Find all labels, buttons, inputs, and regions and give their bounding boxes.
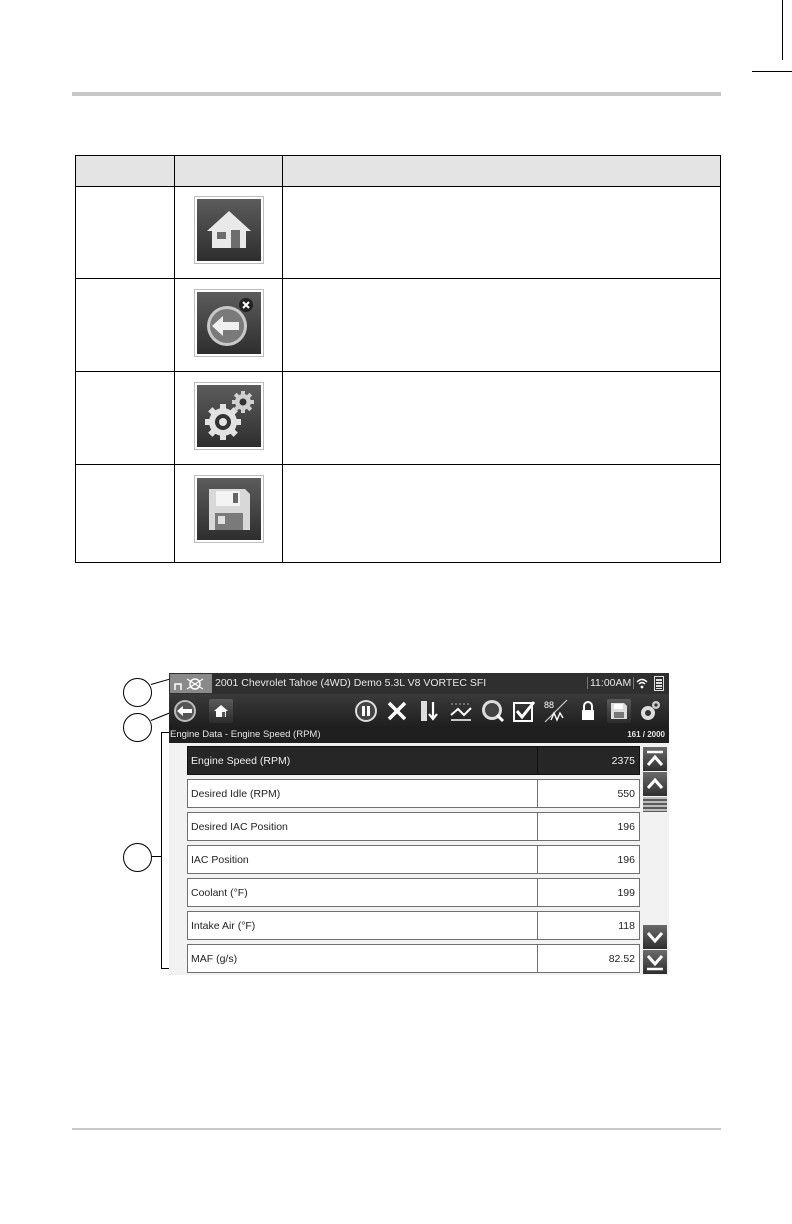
pid-name: Desired Idle (RPM) bbox=[187, 779, 538, 808]
wifi-icon bbox=[636, 677, 648, 689]
table-header-row bbox=[76, 156, 720, 187]
callout-bracket bbox=[161, 732, 162, 969]
data-row-maf[interactable] bbox=[187, 944, 640, 973]
footer-rule bbox=[72, 1128, 721, 1130]
tools-gear-icon bbox=[197, 385, 261, 447]
home-icon bbox=[197, 199, 261, 261]
crop-mark-vertical bbox=[782, 0, 783, 60]
double-chevron-up-icon bbox=[645, 749, 665, 769]
select-button[interactable] bbox=[510, 697, 538, 725]
vehicle-title: 2001 Chevrolet Tahoe (4WD) Demo 5.3L V8 VORTEC SFI bbox=[215, 677, 487, 689]
data-row-desired-idle[interactable] bbox=[187, 779, 640, 808]
row-divider bbox=[76, 278, 720, 279]
icon-table bbox=[75, 155, 721, 563]
pid-value: 196 bbox=[538, 845, 640, 874]
pid-value: 2375 bbox=[538, 746, 640, 775]
column-divider bbox=[174, 156, 175, 562]
scrollbar-thumb[interactable] bbox=[643, 797, 667, 812]
table-row bbox=[194, 289, 264, 357]
pid-value: 196 bbox=[538, 812, 640, 841]
pid-name: Intake Air (°F) bbox=[187, 911, 538, 940]
toolbar bbox=[169, 694, 669, 728]
clear-button[interactable] bbox=[383, 697, 411, 725]
data-row-engine-speed[interactable] bbox=[187, 746, 640, 775]
tools-icon bbox=[637, 698, 663, 724]
clock: 11:00AM bbox=[587, 677, 634, 689]
crop-mark-horizontal bbox=[752, 71, 792, 72]
tools-button[interactable] bbox=[636, 697, 664, 725]
chevron-down-icon bbox=[645, 927, 665, 947]
pid-name: MAF (g/s) bbox=[187, 944, 538, 973]
home-button[interactable] bbox=[207, 697, 235, 725]
data-row-coolant[interactable] bbox=[187, 878, 640, 907]
back-button[interactable] bbox=[171, 697, 199, 725]
title-bar bbox=[169, 673, 669, 694]
pid-value: 550 bbox=[538, 779, 640, 808]
row-divider bbox=[76, 464, 720, 465]
table-row bbox=[194, 382, 264, 450]
graph-button[interactable] bbox=[447, 697, 475, 725]
clear-icon bbox=[386, 700, 408, 722]
table-row bbox=[194, 196, 264, 264]
home-icon bbox=[213, 704, 229, 718]
pid-name: Engine Speed (RPM) bbox=[187, 746, 538, 775]
save-icon bbox=[610, 702, 628, 720]
save-floppy-icon bbox=[197, 478, 261, 540]
graph-icon bbox=[449, 700, 473, 722]
callout-leader bbox=[152, 856, 161, 857]
scanner-screenshot bbox=[169, 673, 669, 975]
chevron-up-icon bbox=[645, 774, 665, 794]
breadcrumb bbox=[169, 728, 669, 743]
pid-name: Desired IAC Position bbox=[187, 812, 538, 841]
pid-name: Coolant (°F) bbox=[187, 878, 538, 907]
zoom-icon bbox=[480, 698, 506, 724]
custom-list-text: 88 bbox=[544, 700, 555, 710]
zoom-button[interactable] bbox=[479, 697, 507, 725]
header-rule bbox=[72, 92, 721, 96]
frame-counter: 161 / 2000 bbox=[627, 730, 665, 739]
pid-name: IAC Position bbox=[187, 845, 538, 874]
column-divider bbox=[282, 156, 283, 562]
custom-list-icon bbox=[543, 698, 569, 724]
battery-icon bbox=[654, 676, 664, 691]
save-button[interactable] bbox=[605, 697, 633, 725]
lock-icon bbox=[579, 700, 597, 722]
pid-value: 82.52 bbox=[538, 944, 640, 973]
data-row-intake-air[interactable] bbox=[187, 911, 640, 940]
pause-button[interactable] bbox=[352, 697, 380, 725]
custom-list-button[interactable] bbox=[542, 697, 570, 725]
callout-2 bbox=[123, 713, 152, 742]
back-icon bbox=[197, 292, 261, 354]
double-chevron-down-icon bbox=[645, 952, 665, 972]
scroll-up-button[interactable] bbox=[643, 772, 667, 796]
lock-button[interactable] bbox=[574, 697, 602, 725]
data-row-desired-iac[interactable] bbox=[187, 812, 640, 841]
sort-button[interactable] bbox=[415, 697, 443, 725]
callout-1 bbox=[123, 678, 152, 707]
pid-value: 118 bbox=[538, 911, 640, 940]
vehicle-icon[interactable] bbox=[170, 674, 212, 693]
table-row bbox=[194, 475, 264, 543]
sort-icon bbox=[418, 699, 440, 723]
back-icon bbox=[172, 698, 198, 724]
breadcrumb-text: Engine Data - Engine Speed (RPM) bbox=[170, 729, 321, 740]
scroll-bottom-button[interactable] bbox=[643, 950, 667, 974]
row-divider bbox=[76, 371, 720, 372]
pause-icon bbox=[353, 698, 379, 724]
check-icon bbox=[512, 699, 536, 723]
scroll-top-button[interactable] bbox=[643, 747, 667, 771]
data-row-iac-position[interactable] bbox=[187, 845, 640, 874]
callout-3 bbox=[123, 843, 152, 872]
scroll-down-button[interactable] bbox=[643, 925, 667, 949]
pid-value: 199 bbox=[538, 878, 640, 907]
